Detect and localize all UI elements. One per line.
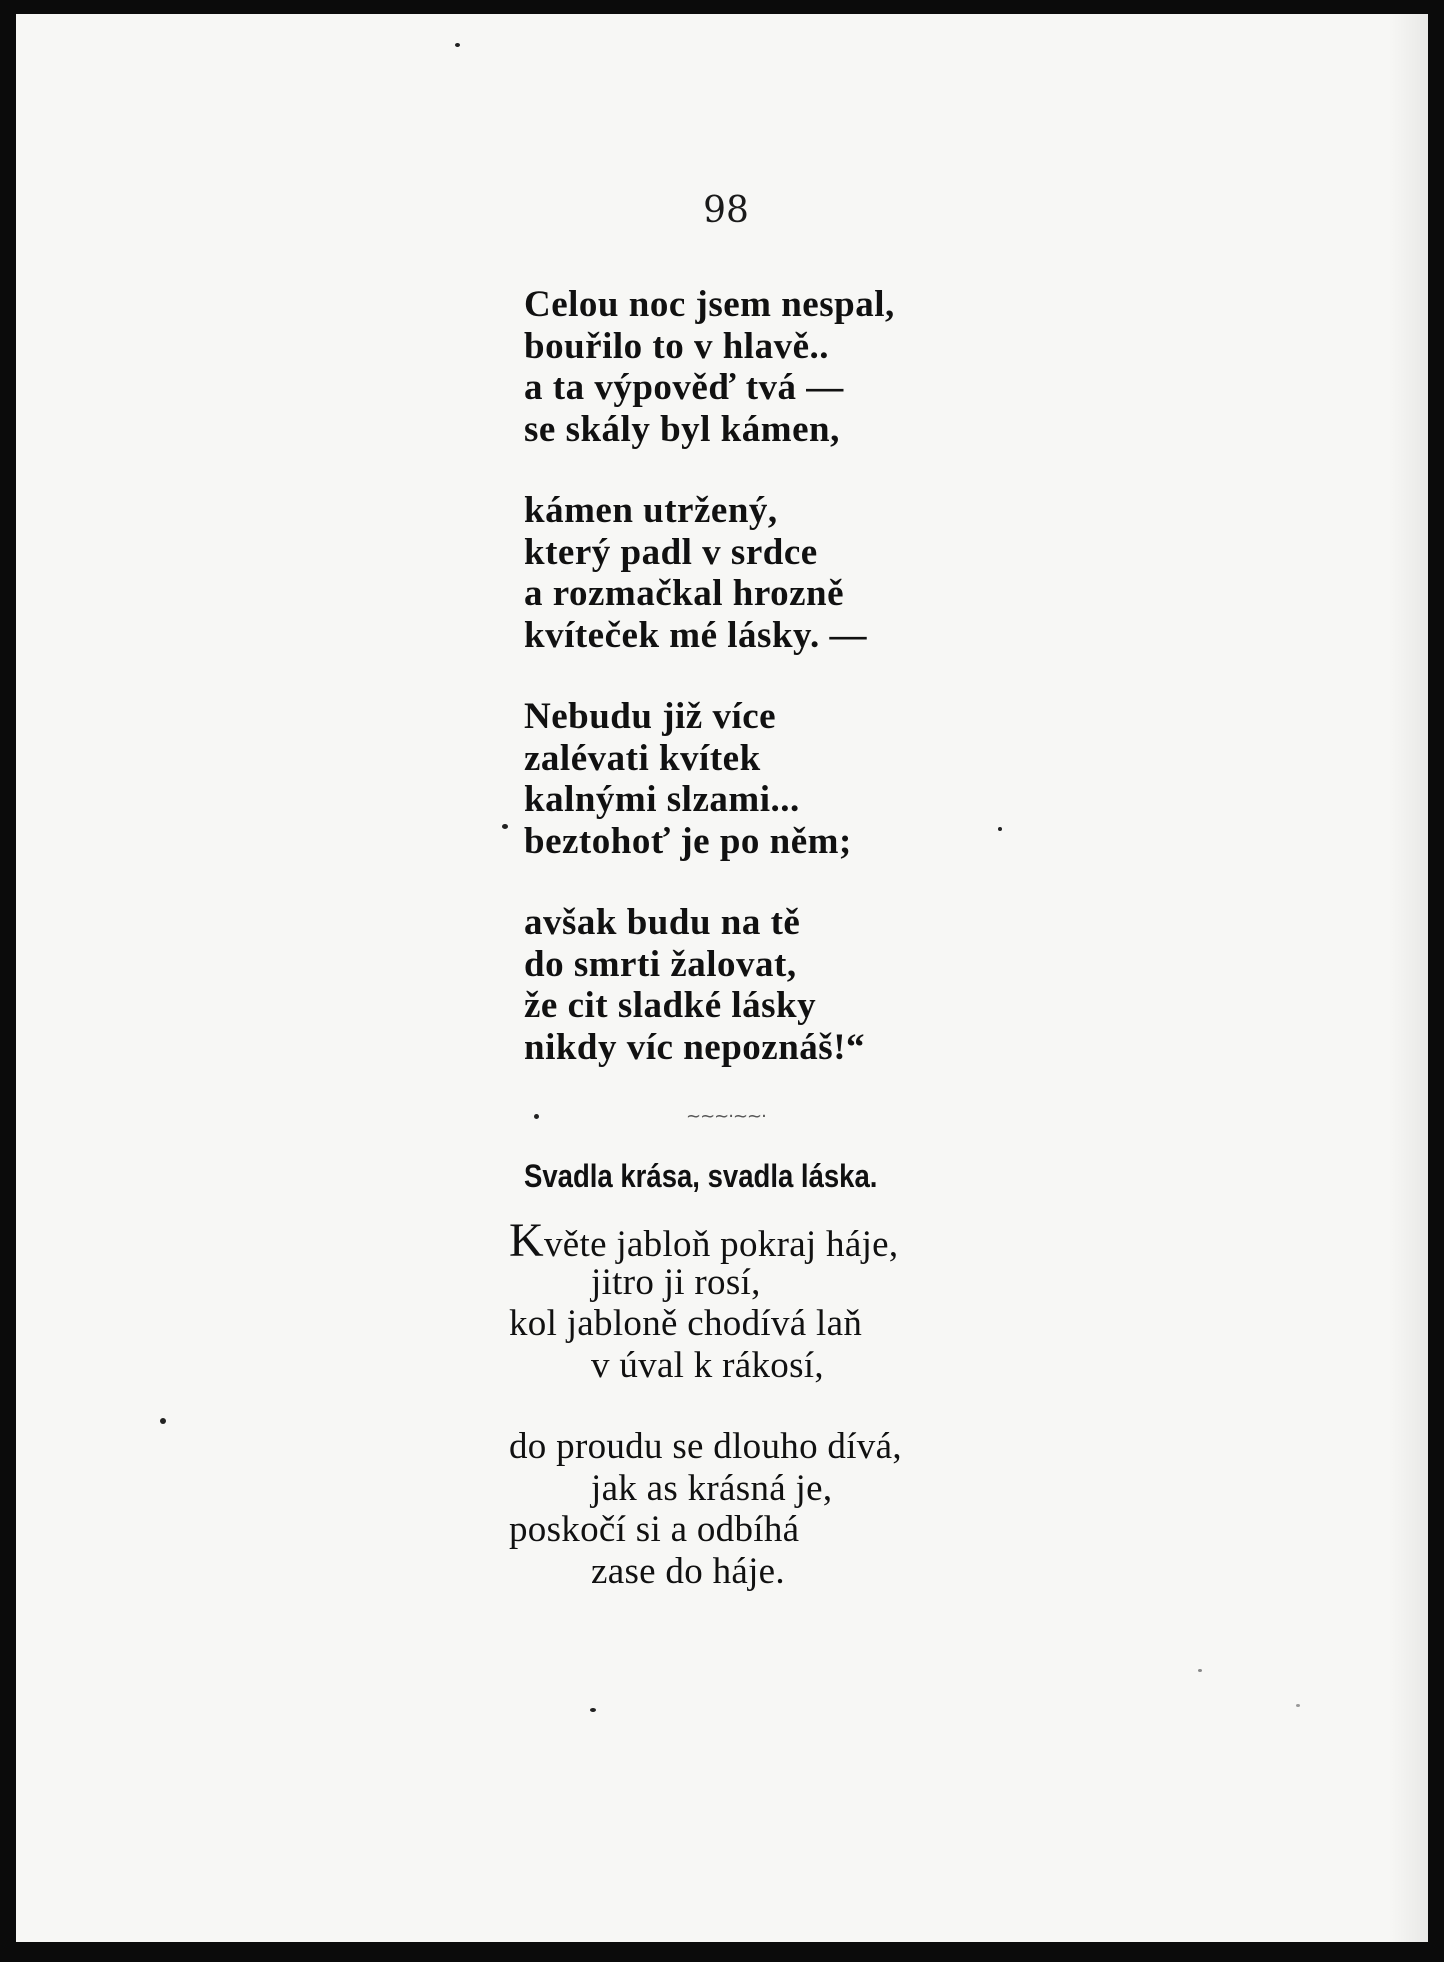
stanza-1 [524, 284, 895, 450]
dust-speck [590, 1708, 596, 1712]
verse-line: beztohoť je po něm; [524, 820, 852, 862]
verse-line: v úval k rákosí, [591, 1344, 824, 1386]
stanza-1 [509, 1214, 902, 1386]
dust-speck [502, 824, 508, 829]
verse-line: avšak budu na tě [524, 902, 801, 943]
stanza-3 [524, 696, 895, 862]
verse-line: který padl v srdce [524, 531, 818, 573]
verse-line: poskočí si a odbíhá [509, 1509, 800, 1550]
verse-line: bouřilo to v hlavě.. [524, 325, 829, 367]
verse-line: do smrti žalovat, [524, 943, 797, 985]
first-line-rest: věte jabloň pokraj háje, [543, 1224, 899, 1265]
verse-line: a ta výpověď tvá — [524, 367, 844, 408]
stanza-2 [509, 1426, 902, 1592]
verse-line: jak as krásná je, [591, 1467, 833, 1509]
section-divider-ornament: ~~~·~~· [686, 1106, 766, 1127]
second-poem [509, 1214, 902, 1632]
verse-line: zase do háje. [591, 1550, 785, 1592]
poem-title: Svadla krása, svadla láska. [524, 1158, 878, 1194]
dust-speck [1296, 1704, 1300, 1707]
verse-line: Celou noc jsem nespal, [524, 284, 895, 325]
dust-speck [455, 43, 460, 47]
verse-line-first [509, 1214, 902, 1267]
first-poem [524, 284, 895, 1108]
stanza-2 [524, 490, 895, 656]
verse-line: jitro ji rosí, [591, 1261, 761, 1303]
verse-line: nikdy víc nepoznáš!“ [524, 1026, 866, 1068]
verse-line: kalnými slzami... [524, 779, 800, 820]
dust-speck [160, 1418, 166, 1424]
dust-speck [1198, 1669, 1202, 1672]
verse-line: zalévati kvítek [524, 737, 761, 779]
verse-line: a rozmačkal hrozně [524, 573, 845, 614]
stanza-4 [524, 902, 895, 1068]
page-number: 98 [703, 190, 749, 231]
verse-line: Nebudu již více [524, 696, 777, 737]
verse-line: se skály byl kámen, [524, 408, 840, 450]
verse-line: že cit sladké lásky [524, 985, 817, 1026]
book-page [16, 14, 1428, 1942]
verse-line: do proudu se dlouho dívá, [509, 1426, 902, 1467]
verse-line: kol jabloně chodívá laň [509, 1303, 863, 1344]
dust-speck [998, 827, 1002, 831]
drop-cap: K [509, 1214, 544, 1267]
verse-line: kvíteček mé lásky. — [524, 614, 867, 656]
verse-line: kámen utržený, [524, 490, 778, 531]
dust-speck [534, 1114, 539, 1119]
